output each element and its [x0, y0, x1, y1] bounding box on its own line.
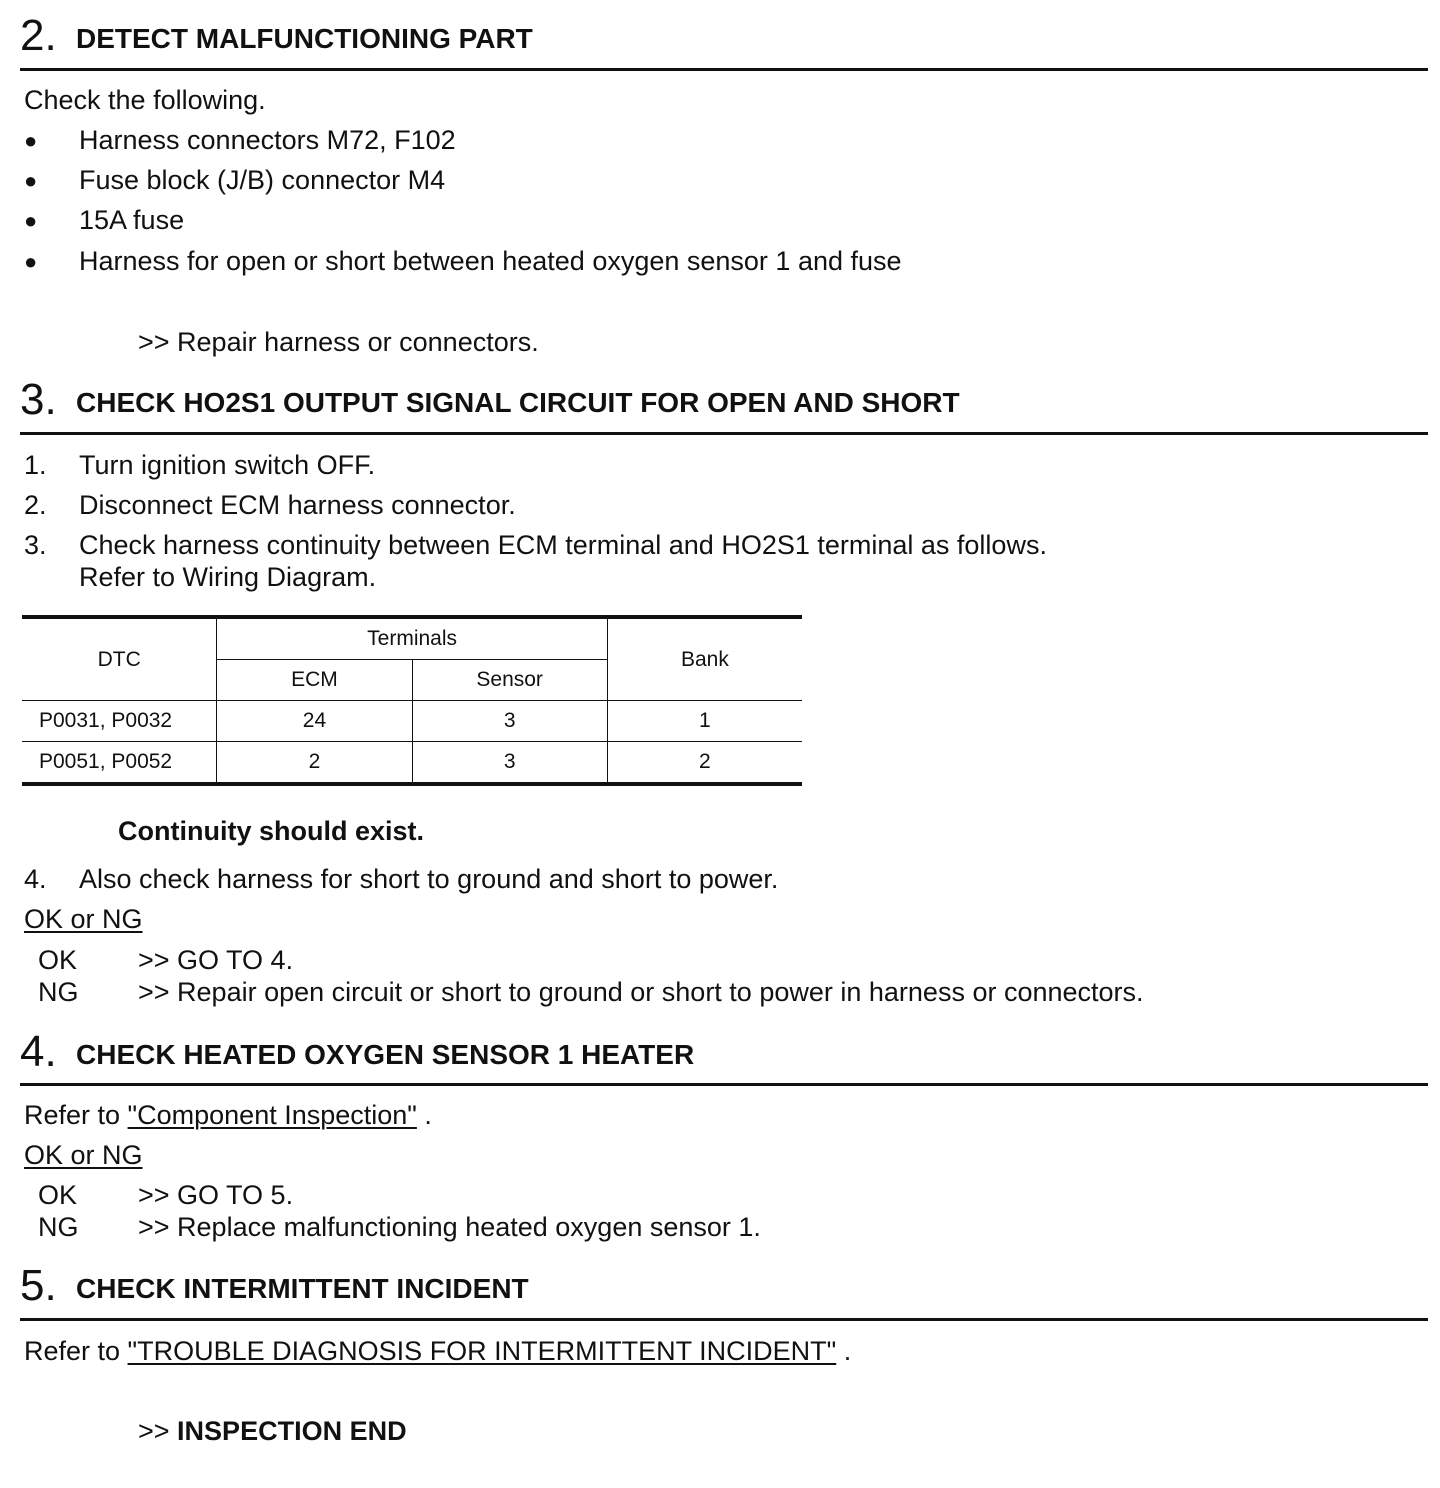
table-header-bank: Bank — [607, 617, 802, 701]
list-item-number: 4. — [24, 864, 47, 894]
end-text: INSPECTION END — [177, 1416, 407, 1446]
table-row — [22, 742, 802, 785]
table-header-dtc: DTC — [22, 617, 217, 701]
bullet-icon: ● — [24, 249, 38, 274]
ok-result: >> GO TO 4. — [138, 945, 294, 975]
step-2-intro: Check the following. — [24, 85, 266, 115]
table-header-sensor: Sensor — [412, 660, 607, 701]
table-cell-dtc: P0051, P0052 — [22, 742, 217, 785]
bullet-icon: ● — [24, 168, 38, 193]
step-5-number: 5. — [20, 1261, 57, 1310]
table-cell-sensor: 3 — [412, 701, 607, 742]
refer-suffix: . — [416, 1100, 432, 1130]
inspection-end — [138, 1416, 407, 1446]
step-3-number: 3. — [20, 375, 57, 424]
bullet-icon: ● — [24, 128, 38, 153]
refer-prefix: Refer to — [24, 1100, 128, 1130]
continuity-note: Continuity should exist. — [118, 816, 425, 846]
table-cell-sensor: 3 — [412, 742, 607, 785]
intermittent-incident-link[interactable]: "TROUBLE DIAGNOSIS FOR INTERMITTENT INCIDENT" — [127, 1336, 837, 1366]
list-item: Disconnect ECM harness connector. — [79, 490, 516, 520]
table-cell-bank: 1 — [607, 701, 802, 742]
list-item: Also check harness for short to ground and short to power. — [79, 864, 779, 894]
ng-label: NG — [38, 977, 79, 1007]
table-header-terminals: Terminals — [217, 617, 607, 660]
divider — [20, 68, 1428, 71]
ng-result: >> Repair open circuit or short to ground or short to power in harness or connectors. — [138, 977, 1144, 1007]
table-cell-ecm: 24 — [217, 701, 412, 742]
ok-ng-label: OK or NG — [24, 1140, 143, 1170]
ng-result: >> Replace malfunctioning heated oxygen sensor 1. — [138, 1212, 761, 1242]
bullet-icon: ● — [24, 208, 38, 233]
list-item-subtext: Refer to Wiring Diagram. — [79, 562, 377, 592]
list-item-number: 3. — [24, 530, 47, 560]
step-2-result: >> Repair harness or connectors. — [138, 327, 539, 357]
list-item: Harness for open or short between heated oxygen sensor 1 and fuse — [79, 246, 902, 276]
divider — [20, 432, 1428, 435]
step-4-title: CHECK HEATED OXYGEN SENSOR 1 HEATER — [76, 1039, 695, 1070]
component-inspection-link[interactable]: "Component Inspection" — [127, 1100, 417, 1130]
list-item: Harness connectors M72, F102 — [79, 125, 456, 155]
divider — [20, 1318, 1428, 1321]
step-4-number: 4. — [20, 1027, 57, 1076]
list-item: Fuse block (J/B) connector M4 — [79, 165, 446, 195]
step-5-title: CHECK INTERMITTENT INCIDENT — [76, 1273, 529, 1304]
table-cell-bank: 2 — [607, 742, 802, 785]
refer-suffix: . — [836, 1336, 852, 1366]
ok-label: OK — [38, 1180, 78, 1210]
list-item: 15A fuse — [79, 205, 185, 235]
step-3-title: CHECK HO2S1 OUTPUT SIGNAL CIRCUIT FOR OPEN AND SHORT — [76, 387, 960, 418]
list-item-number: 1. — [24, 450, 47, 480]
table-cell-ecm: 2 — [217, 742, 412, 785]
ok-result: >> GO TO 5. — [138, 1180, 294, 1210]
step-2-title: DETECT MALFUNCTIONING PART — [76, 23, 533, 54]
list-item: Check harness continuity between ECM terminal and HO2S1 terminal as follows. — [79, 530, 1047, 560]
table-cell-dtc: P0031, P0032 — [22, 701, 217, 742]
table-row — [22, 701, 802, 742]
ng-label: NG — [38, 1212, 79, 1242]
refer-line — [24, 1100, 432, 1130]
continuity-table — [22, 615, 802, 786]
table-header-ecm: ECM — [217, 660, 412, 701]
divider — [20, 1083, 1428, 1086]
ok-ng-label: OK or NG — [24, 904, 143, 934]
refer-line — [24, 1336, 851, 1366]
end-prefix: >> — [138, 1416, 178, 1446]
step-2-number: 2. — [20, 11, 57, 60]
list-item: Turn ignition switch OFF. — [79, 450, 376, 480]
refer-prefix: Refer to — [24, 1336, 128, 1366]
list-item-number: 2. — [24, 490, 47, 520]
ok-label: OK — [38, 945, 78, 975]
